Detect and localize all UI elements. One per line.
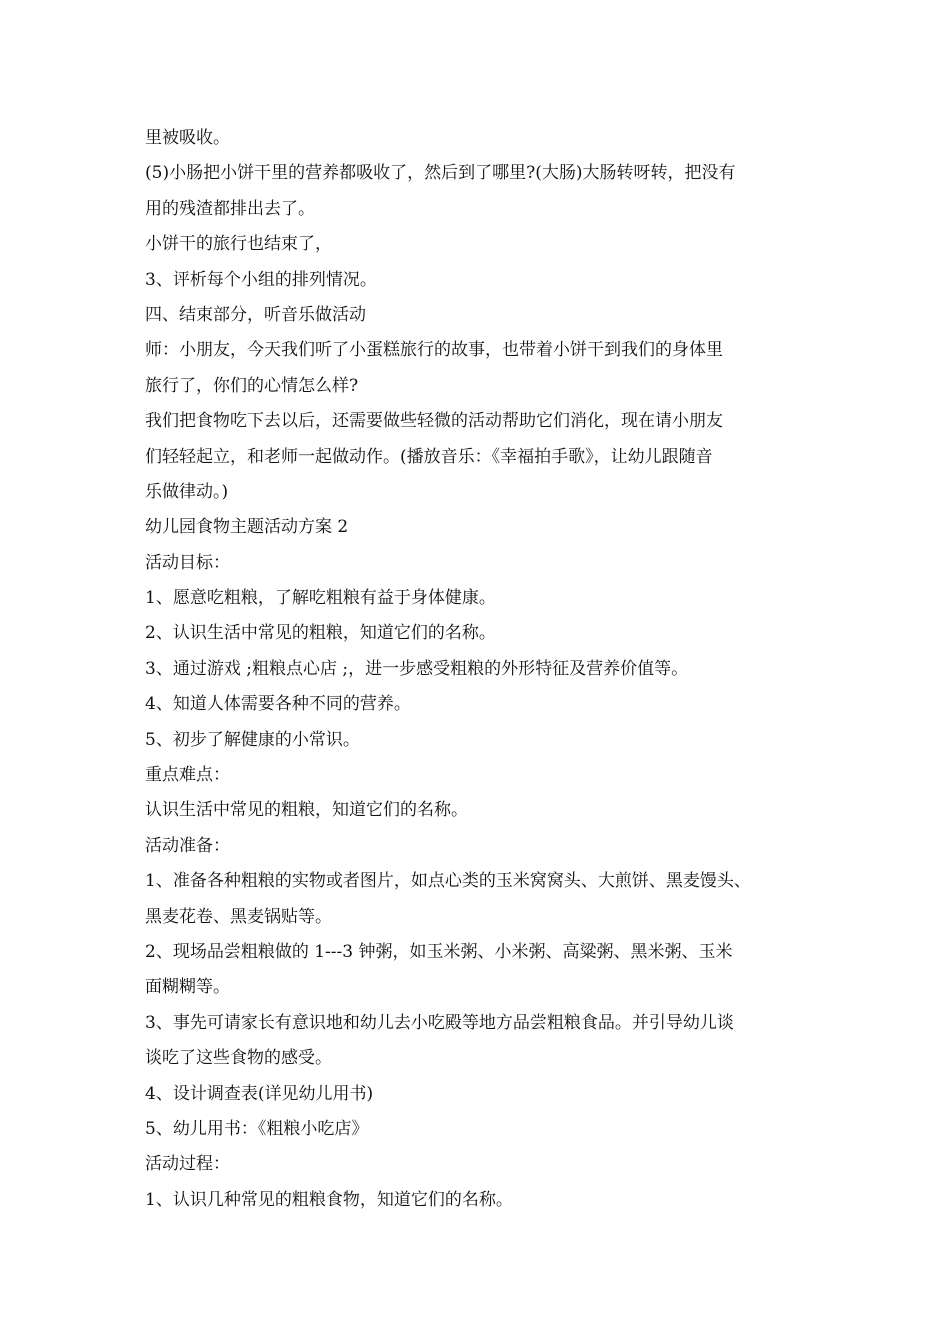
text-line: 3、评析每个小组的排列情况。 <box>145 269 377 290</box>
section-heading: 活动准备： <box>145 835 230 856</box>
text-line: 谈吃了这些食物的感受。 <box>145 1048 332 1069</box>
text-line: 里被吸收。 <box>145 128 230 148</box>
text-line: 黑麦花卷、黑麦锅贴等。 <box>145 906 332 927</box>
list-item: 1、认识几种常见的粗粮食物，知道它们的名称。 <box>145 1189 513 1210</box>
list-item: 5、幼儿用书：《粗粮小吃店》 <box>145 1118 369 1139</box>
text-line: 用的残渣都排出去了。 <box>145 198 315 219</box>
text-line: 师：小朋友，今天我们听了小蛋糕旅行的故事，也带着小饼干到我们的身体里 <box>145 340 723 361</box>
text-line: 乐做律动。) <box>145 481 229 502</box>
document-title: 幼儿园食物主题活动方案 2 <box>145 517 349 538</box>
list-item: 1、愿意吃粗粮，了解吃粗粮有益于身体健康。 <box>145 588 496 609</box>
list-item: 4、设计调查表(详见幼儿用书) <box>145 1083 374 1104</box>
text-line: 认识生活中常见的粗粮，知道它们的名称。 <box>145 800 468 821</box>
text-line: (5)小肠把小饼干里的营养都吸收了，然后到了哪里?(大肠)大肠转呀转，把没有 <box>145 163 736 184</box>
text-line: 面糊糊等。 <box>145 977 230 998</box>
list-item: 1、准备各种粗粮的实物或者图片，如点心类的玉米窝窝头、大煎饼、黑麦馒头、 <box>145 871 751 892</box>
list-item: 4、知道人体需要各种不同的营养。 <box>145 694 411 715</box>
text-line: 小饼干的旅行也结束了， <box>145 234 332 255</box>
text-line: 我们把食物吃下去以后，还需要做些轻微的活动帮助它们消化，现在请小朋友 <box>145 411 723 432</box>
section-heading: 重点难点： <box>145 765 230 786</box>
text-line: 们轻轻起立，和老师一起做动作。(播放音乐：《幸福拍手歌》，让幼儿跟随音 <box>145 446 713 467</box>
section-heading: 活动过程： <box>145 1154 230 1175</box>
document-body <box>145 121 825 1218</box>
list-item: 5、初步了解健康的小常识。 <box>145 729 360 750</box>
section-heading: 活动目标： <box>145 552 230 573</box>
section-heading: 四、结束部分，听音乐做活动 <box>145 304 366 325</box>
list-item: 2、认识生活中常见的粗粮，知道它们的名称。 <box>145 623 496 644</box>
list-item: 3、事先可请家长有意识地和幼儿去小吃殿等地方品尝粗粮食品。并引导幼儿谈 <box>145 1012 734 1033</box>
list-item: 3、通过游戏 ;粗粮点心店 ;，进一步感受粗粮的外形特征及营养价值等。 <box>145 658 689 679</box>
list-item: 2、现场品尝粗粮做的 1---3 钟粥，如玉米粥、小米粥、高粱粥、黑米粥、玉米 <box>145 941 733 962</box>
text-line: 旅行了，你们的心情怎么样? <box>145 375 359 396</box>
